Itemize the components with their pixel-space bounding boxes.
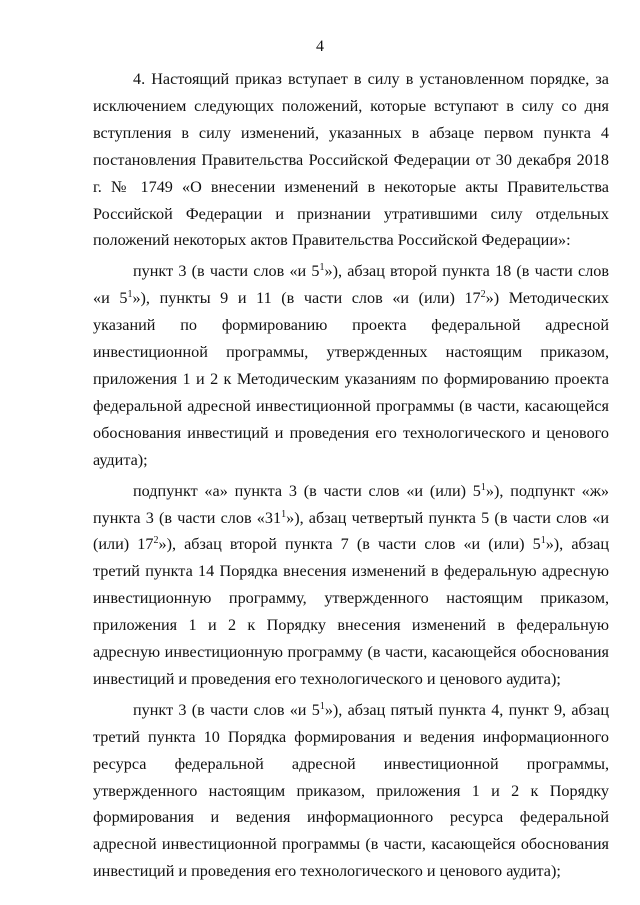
text-run: подпункт «а» пункта 3 (в части слов «и (или) 5 bbox=[133, 481, 481, 500]
text-run: »), абзац пятый пункта 4, пункт 9, абзац третий пункта 10 Порядка формирования и ведения информационного ресурса федеральной адресной инвестиционной программы, утвержденного настоящим приказом, приложения 1 и 2 к Порядку формирования и ведения информационного ресурса федеральной адресной инвестиционной программы (в части, касающейся обоснования инвестиций и проведения его технологического и ценового аудита); bbox=[93, 700, 610, 881]
page-number: 4 bbox=[316, 38, 324, 55]
text-run: »), пункты 9 и 11 (в части слов «и (или) 17 bbox=[132, 289, 481, 308]
text-run: »), абзац третий пункта 14 Порядка внесения изменений в федеральную адресную инвестиционную программу, утвержденного настоящим приказом, приложения 1 и 2 к Порядку внесения изменений в федеральную адресную инвестиционную программу (в части, касающейся обоснования инвестиций и проведения его технологического и ценового аудита); bbox=[93, 535, 610, 688]
text-run: 4. Настоящий приказ вступает в силу в установленном порядке, за исключением следующих положений, которые вступают в силу со дня вступления в силу изменений, указанных в абзаце первом пункта 4 постановления Правительства Российской Федерации от 30 декабря 2018 г. № 1749 «О внесении изменений в некоторые акты Правительства Российской Федерации и признании утратившими силу отдельных положений некоторых актов Правительства Российской Федерации»: bbox=[93, 70, 609, 250]
superscript-index: 1 bbox=[480, 481, 486, 493]
text-run: »), абзац второй пункта 7 (в части слов «и (или) 5 bbox=[158, 535, 541, 554]
superscript-index: 1 bbox=[281, 508, 287, 520]
body-text bbox=[93, 66, 609, 885]
paragraph-1 bbox=[93, 66, 609, 254]
text-run: пункт 3 (в части слов «и 5 bbox=[133, 262, 320, 281]
text-run: »), абзац четвертый пункта 5 (в части слов «и (или) 17 bbox=[93, 508, 610, 554]
superscript-index: 2 bbox=[480, 289, 486, 301]
text-run: »), подпункт «ж» пункта 3 (в части слов «31 bbox=[93, 481, 609, 527]
superscript-index: 1 bbox=[540, 535, 546, 547]
superscript-index: 1 bbox=[127, 289, 133, 301]
text-run: пункт 3 (в части слов «и 5 bbox=[133, 700, 320, 719]
text-run: ») Методических указаний по формированию проекта федеральной адресной инвестиционной программы, утвержденных настоящим приказом, приложения 1 и 2 к Методическим указаниям по формированию проекта федеральной адресной инвестиционной программы (в части, касающейся обоснования инвестиций и проведения его технологического и ценового аудита); bbox=[93, 289, 609, 469]
paragraph-3 bbox=[93, 478, 609, 693]
text-run: »), абзац второй пункта 18 (в части слов «и 5 bbox=[93, 262, 610, 308]
superscript-index: 1 bbox=[319, 262, 325, 274]
paragraph-4 bbox=[93, 697, 609, 885]
superscript-index: 2 bbox=[153, 535, 159, 547]
superscript-index: 1 bbox=[319, 700, 325, 712]
paragraph-2 bbox=[93, 258, 609, 473]
